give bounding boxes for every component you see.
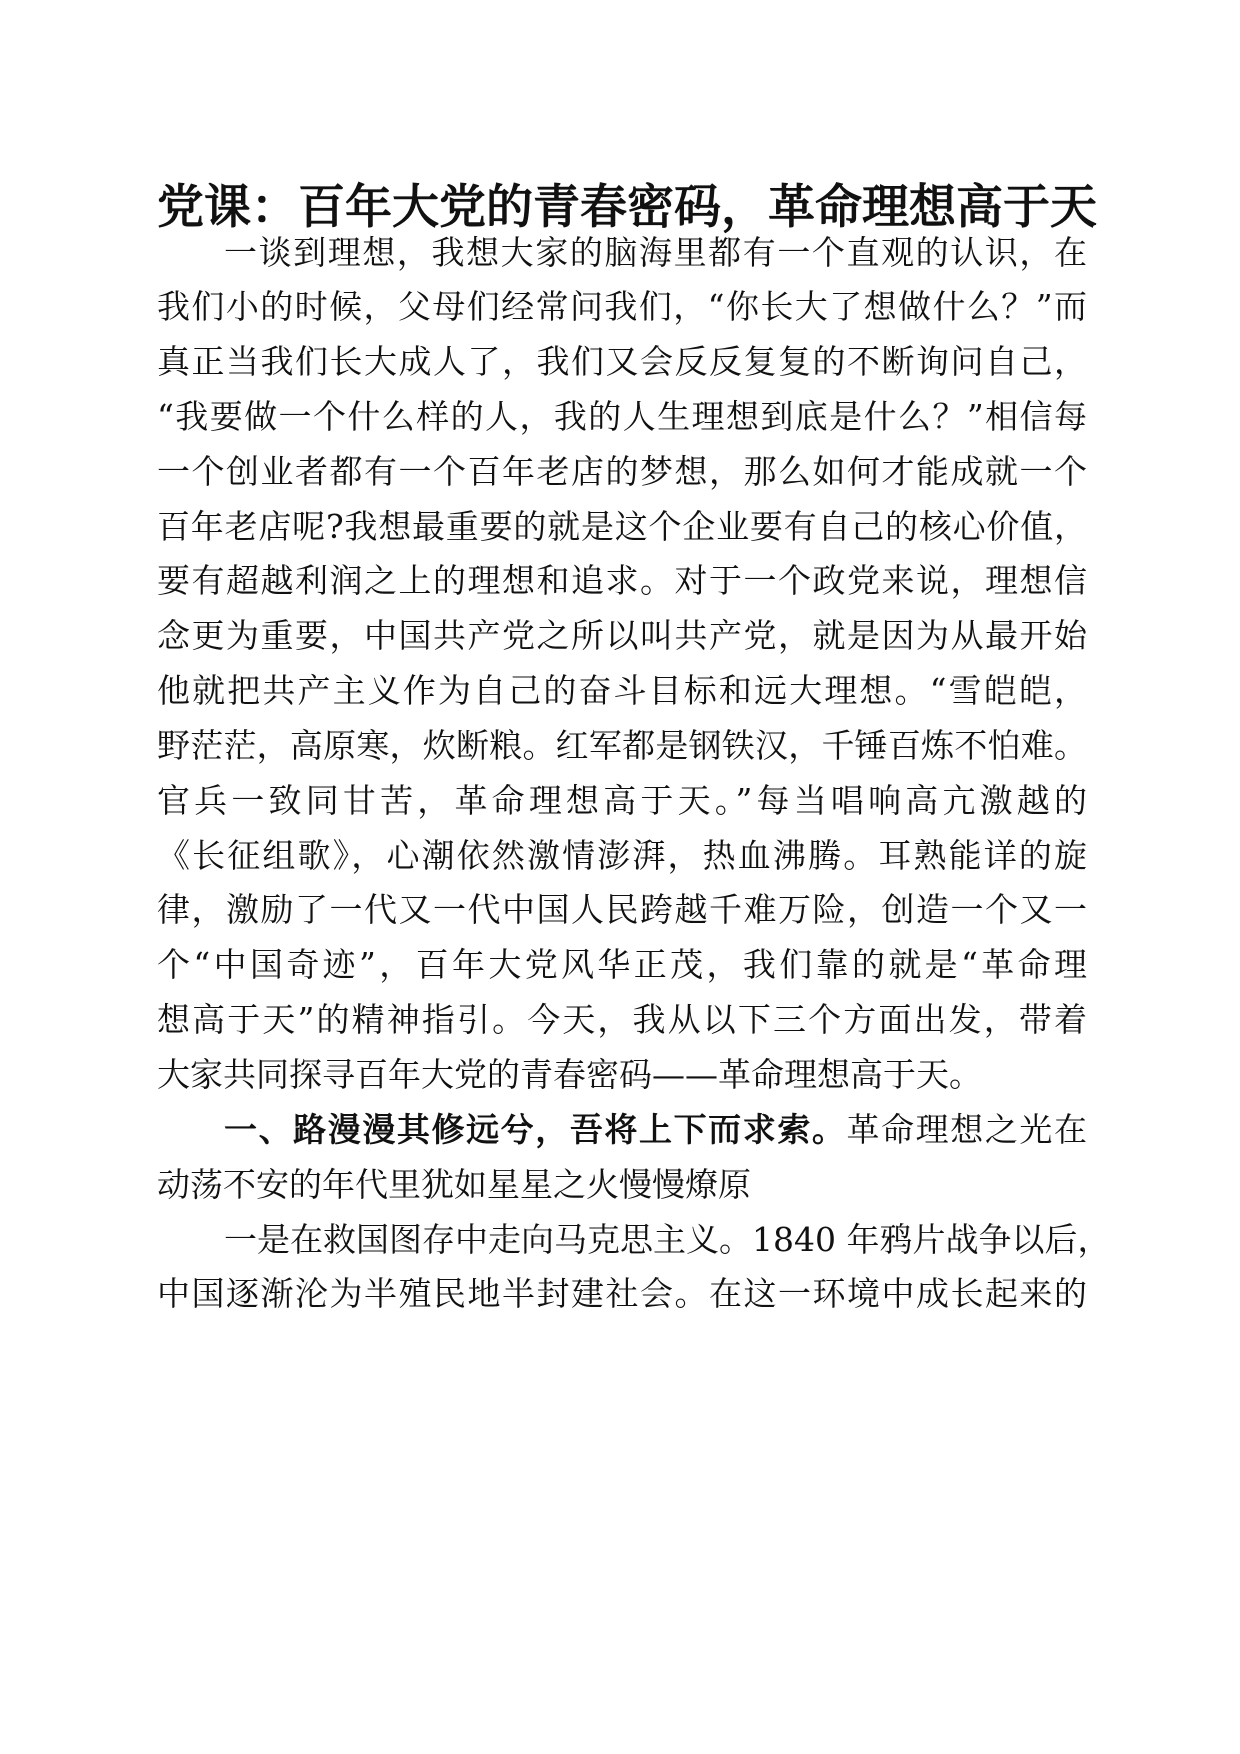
paragraph-line: 要有超越利润之上的理想和追求。对于一个政党来说，理想信 [157,561,1087,600]
section-heading-bold: 一、路漫漫其修远兮，吾将上下而求索。 [224,1110,847,1149]
section-heading-line: 动荡不安的年代里犹如星星之火慢慢燎原 [157,1165,751,1204]
paragraph-line: 一是在救国图存中走向马克思主义。1840 年鸦片战争以后， [224,1220,1111,1259]
paragraph-line: 中国逐渐沦为半殖民地半封建社会。在这一环境中成长起来的 [157,1274,1087,1313]
paragraph-line: 野茫茫，高原寒，炊断粮。红军都是钢铁汉，千锤百炼不怕难。 [157,726,1087,765]
paragraph-line: 百年老店呢?我想最重要的就是这个企业要有自己的核心价值， [157,507,1087,546]
paragraph-line: 我们小的时候，父母们经常问我们，“你长大了想做什么？”而 [157,287,1087,326]
paragraph-line: 一个创业者都有一个百年老店的梦想，那么如何才能成就一个 [157,452,1087,491]
paragraph-line: 律，激励了一代又一代中国人民跨越千难万险，创造一个又一 [157,890,1087,929]
paragraph-line: 想高于天”的精神指引。今天，我从以下三个方面出发，带着 [157,1000,1087,1039]
paragraph-line: 念更为重要，中国共产党之所以叫共产党，就是因为从最开始 [157,616,1087,655]
section-heading-text: 革命理想之光在 [846,1110,1088,1149]
paragraph-line: 官兵一致同甘苦，革命理想高于天。”每当唱响高亢激越的 [157,781,1087,820]
paragraph-line: 他就把共产主义作为自己的奋斗目标和远大理想。“雪皑皑， [157,671,1087,710]
paragraph-line: “我要做一个什么样的人，我的人生理想到底是什么？”相信每 [157,397,1087,436]
paragraph-line: 大家共同探寻百年大党的青春密码——革命理想高于天。 [157,1055,982,1094]
paragraph-line: 真正当我们长大成人了，我们又会反反复复的不断询问自己， [157,342,1087,381]
paragraph-line: 个“中国奇迹”，百年大党风华正茂，我们靠的就是“革命理 [157,945,1087,984]
section-heading-line [224,1106,1087,1154]
document-title: 党课：百年大党的青春密码，革命理想高于天 [157,180,1097,235]
paragraph-line: 《长征组歌》，心潮依然激情澎湃，热血沸腾。耳熟能详的旋 [157,836,1087,875]
paragraph-line: 一谈到理想，我想大家的脑海里都有一个直观的认识，在 [224,233,1087,272]
